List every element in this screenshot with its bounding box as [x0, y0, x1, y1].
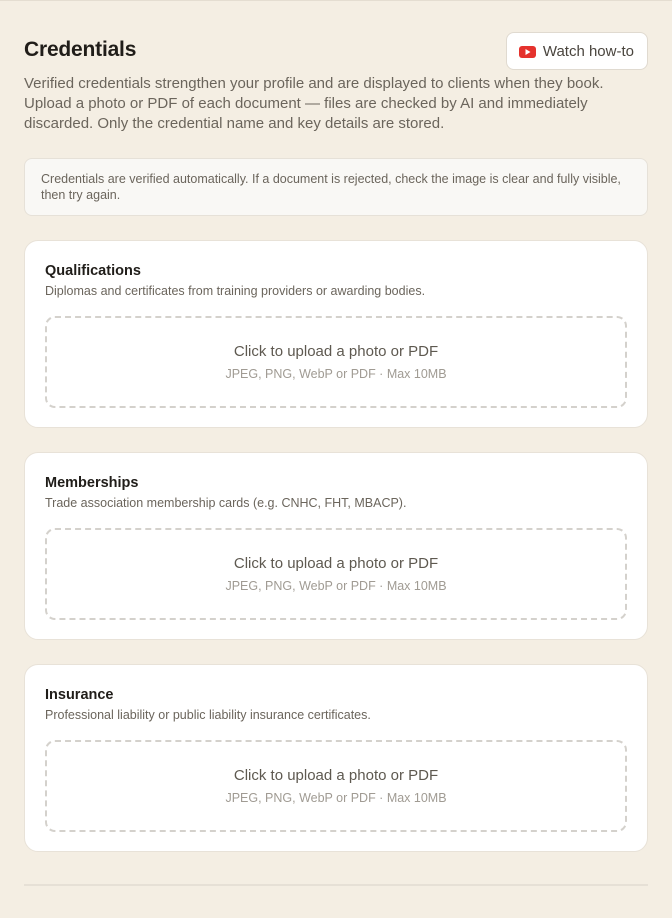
section-title: Insurance: [45, 687, 114, 703]
credentials-page: [24, 0, 648, 805]
intro-text: Verified credentials strengthen your profile and are displayed to clients when they book. Upload a photo or PDF of each document — files are checked by AI and immediately discarded. Only the credential name and key details are stored.: [24, 75, 604, 132]
section-description: Trade association membership cards (e.g. CNHC, FHT, MBACP).: [45, 496, 407, 510]
watch-how-to-label: Watch how-to: [542, 42, 634, 60]
qualifications-upload-dropzone[interactable]: [45, 316, 627, 408]
memberships-card: [24, 452, 648, 640]
page-header: [24, 0, 648, 70]
section-description: Diplomas and certificates from training providers or awarding bodies.: [45, 284, 426, 298]
section-title: Memberships: [45, 475, 139, 491]
insurance-card: [24, 664, 648, 852]
section-description: Professional liability or public liability insurance certificates.: [45, 708, 371, 722]
bottom-divider: [24, 884, 648, 886]
upload-hint: JPEG, PNG, WebP or PDF · Max 10MB: [225, 367, 447, 381]
upload-hint: JPEG, PNG, WebP or PDF · Max 10MB: [225, 791, 447, 805]
youtube-play-icon: [519, 45, 536, 57]
page-title: Credentials: [24, 38, 137, 61]
insurance-upload-dropzone[interactable]: [45, 740, 627, 832]
memberships-upload-dropzone[interactable]: [45, 528, 627, 620]
upload-label: Click to upload a photo or PDF: [233, 555, 439, 572]
verification-notice: Credentials are verified automatically. If a document is rejected, check the image is clear and fully visible, then try again.: [24, 158, 648, 216]
upload-hint: JPEG, PNG, WebP or PDF · Max 10MB: [225, 579, 447, 593]
upload-label: Click to upload a photo or PDF: [233, 767, 439, 784]
qualifications-card: [24, 240, 648, 428]
section-title: Qualifications: [45, 263, 141, 279]
upload-label: Click to upload a photo or PDF: [233, 343, 439, 360]
watch-how-to-button[interactable]: [506, 32, 648, 70]
